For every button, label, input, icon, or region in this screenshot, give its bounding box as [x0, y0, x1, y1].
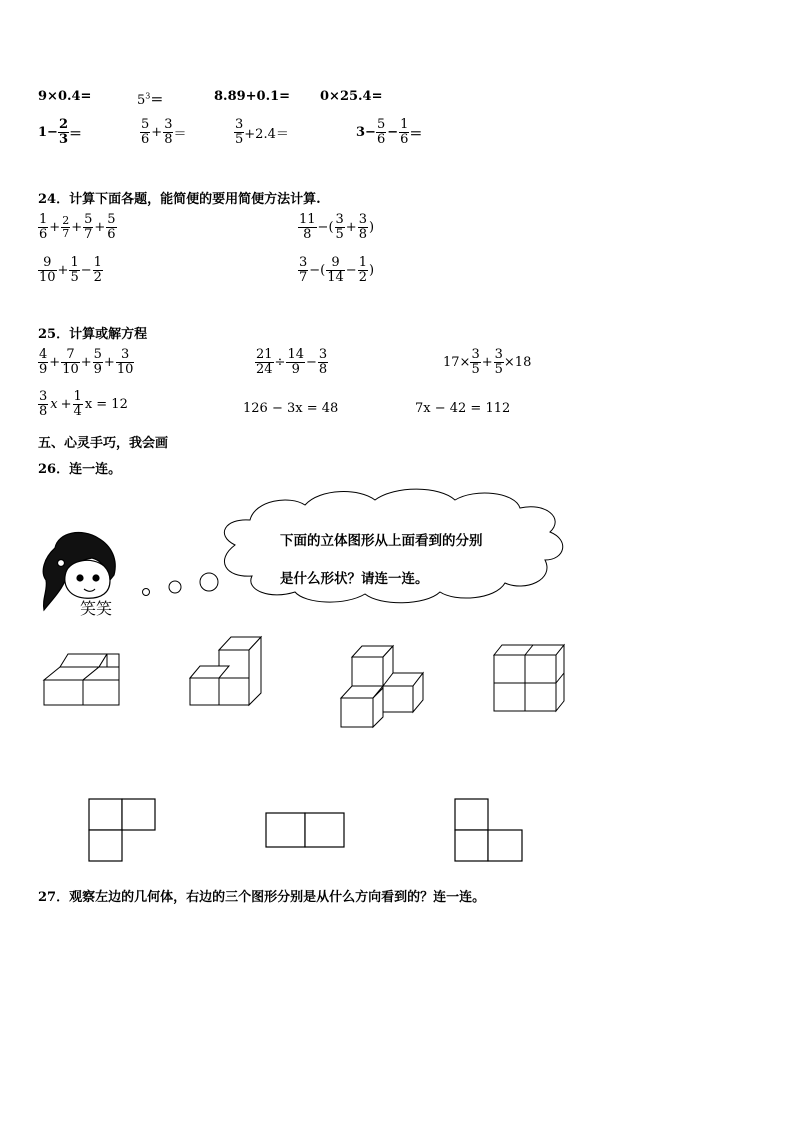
- solid-2: [190, 637, 261, 705]
- fraction: $\frac{2}{7}$: [62, 214, 70, 240]
- fraction: $\frac{1}{2}$: [358, 255, 367, 285]
- fraction: $\frac{3}{5}$: [494, 347, 503, 377]
- expr-9x0.4: 9×0.4=: [38, 89, 92, 104]
- lead: 3−: [356, 124, 376, 140]
- fraction: $\frac{3}{10}$: [116, 347, 134, 377]
- top-view-3: [455, 799, 522, 861]
- top-view-2: [266, 813, 344, 847]
- numerator: 5: [141, 117, 150, 132]
- denominator: 8: [164, 131, 173, 147]
- tail: ＝: [69, 126, 83, 142]
- tail: +2.4＝: [244, 126, 289, 142]
- section-5-title: 五、心灵手巧，我会画: [38, 436, 169, 451]
- thought-bubble-large: [200, 573, 218, 591]
- fraction: $\frac{1}{4}$: [73, 389, 82, 419]
- q24-problem-1: $\frac{1}{6}$ + $\frac{2}{7}$ + $\frac{5}{7}$ + $\frac{5}{6}$: [39, 212, 116, 242]
- solid-1: [44, 654, 119, 705]
- solid-3: [341, 646, 423, 727]
- q27-title: 27．观察左边的几何体，右边的三个图形分别是从什么方向看到的？连一连。: [38, 890, 486, 905]
- left-eye: [77, 575, 83, 581]
- fraction: $\frac{1}{6}$: [39, 212, 48, 242]
- girl-label: 笑笑: [80, 599, 113, 618]
- fraction: $\frac{5}{6}$: [107, 212, 116, 242]
- fraction: $\frac{21}{24}$: [256, 347, 273, 377]
- fraction: $\frac{9}{14}$: [327, 255, 344, 285]
- numerator: 3: [235, 117, 244, 132]
- fraction: $\frac{3}{7}$: [299, 255, 308, 285]
- q25-problem-3: 17× $\frac{3}{5}$ + $\frac{3}{5}$ ×18: [443, 347, 532, 377]
- q25-problem-6: 7x − 42 = 112: [415, 401, 511, 416]
- q26-title: 26．连一连。: [38, 462, 122, 477]
- q25-problem-1: $\frac{4}{9}$ + $\frac{7}{10}$ + $\frac{5}{9}$ + $\frac{3}{10}$: [39, 347, 134, 377]
- fraction: $\frac{3}{5}$: [335, 212, 344, 242]
- fraction: $\frac{4}{9}$: [39, 347, 48, 377]
- numerator: 1: [400, 117, 409, 132]
- cloud-text-line-1: 下面的立体图形从上面看到的分别: [280, 533, 483, 549]
- expr-0x25.4: 0×25.4=: [320, 89, 383, 104]
- exponent: 3: [145, 91, 151, 101]
- tail: ＝: [409, 126, 423, 142]
- fraction: $\frac{3}{5}$: [471, 347, 480, 377]
- fraction: $\frac{5}{7}$: [84, 212, 93, 242]
- lead: 1−: [38, 124, 58, 140]
- fraction: $\frac{9}{10}$: [39, 255, 56, 285]
- denominator: 5: [235, 131, 244, 147]
- denominator: 6: [400, 131, 409, 147]
- numerator: 3: [164, 117, 173, 132]
- denominator: 6: [376, 131, 386, 147]
- denominator: 3: [58, 131, 68, 147]
- numerator: 2: [58, 117, 68, 132]
- operator: −: [387, 124, 399, 140]
- fraction: $\frac{3}{8}$: [39, 389, 48, 419]
- hair-bow: [58, 560, 65, 567]
- thought-bubble-small: [143, 589, 150, 596]
- q24-problem-2: $\frac{11}{8}$ −( $\frac{3}{5}$ + $\frac{3}{8}$ ): [299, 212, 375, 242]
- base: 5: [137, 93, 146, 108]
- fraction: $\frac{7}{10}$: [62, 347, 79, 377]
- q24-problem-4: $\frac{3}{7}$ −( $\frac{9}{14}$ − $\frac{1}{2}$ ): [299, 255, 375, 285]
- right-eye: [93, 575, 99, 581]
- numerator: 5: [376, 117, 386, 132]
- q25-problem-4: $\frac{3}{8}$ x + $\frac{1}{4}$ x = 12: [39, 389, 128, 419]
- fraction: $\frac{3}{8}$: [358, 212, 367, 242]
- q25-problem-2: $\frac{21}{24}$ ÷ $\frac{14}{9}$ − $\frac{3}{8}$: [256, 347, 328, 377]
- q24-problem-3: $\frac{9}{10}$ + $\frac{1}{5}$ − $\frac{1}{2}$: [39, 255, 102, 285]
- cloud-text-line-2: 是什么形状？请连一连。: [280, 571, 429, 587]
- tail: ＝: [173, 126, 187, 142]
- fraction: $\frac{14}{9}$: [287, 347, 304, 377]
- q25-problem-5: 126 − 3x = 48: [243, 401, 339, 416]
- equals: ＝: [150, 93, 164, 108]
- face: [65, 560, 110, 598]
- q24-title: 24．计算下面各题，能简便的要用简便方法计算.: [38, 192, 321, 207]
- fraction: $\frac{1}{2}$: [93, 255, 102, 285]
- operator: +: [151, 124, 163, 140]
- top-view-1: [89, 799, 155, 861]
- solid-4: [494, 645, 564, 711]
- fraction: $\frac{1}{5}$: [70, 255, 79, 285]
- q25-title: 25．计算或解方程: [38, 327, 148, 342]
- fraction: $\frac{11}{8}$: [299, 212, 316, 242]
- denominator: 6: [141, 131, 150, 147]
- expr-8.89+0.1: 8.89+0.1=: [214, 89, 291, 104]
- fraction: $\frac{5}{9}$: [93, 347, 102, 377]
- thought-bubble-medium: [169, 581, 181, 593]
- fraction: $\frac{3}{8}$: [318, 347, 328, 377]
